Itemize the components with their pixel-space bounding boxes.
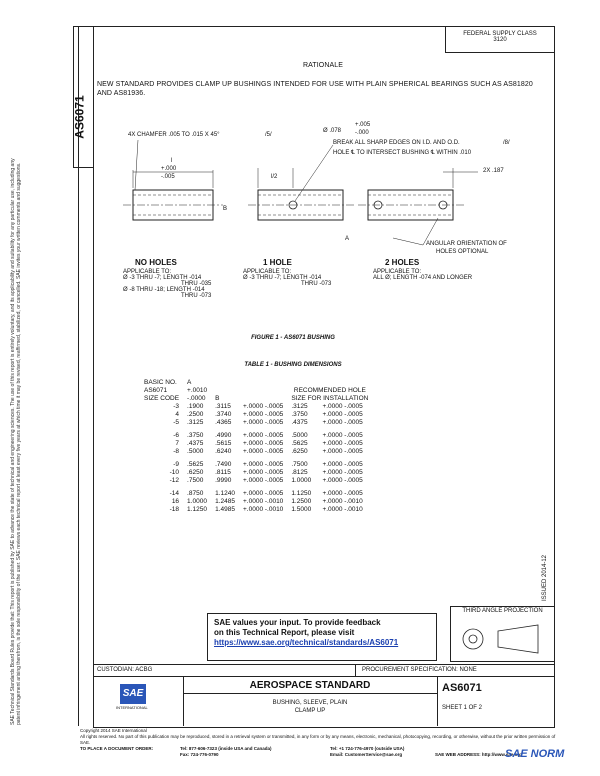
table-cell: 4 (175, 410, 180, 418)
col-head: B (215, 394, 220, 402)
table-cell: .6240 (215, 447, 232, 455)
table-cell: .3125 (291, 402, 308, 410)
dims-table (140, 378, 372, 513)
table-cell: .5625 (187, 460, 204, 468)
table-cell: +.0000 -.0005 (243, 476, 284, 484)
table-row (140, 489, 372, 497)
col-head: -.0000 (187, 394, 206, 402)
table-cell: +.0000 -.0005 (322, 418, 363, 426)
view-applicable: APPLICABLE TO: (243, 269, 292, 275)
table-cell: +.0000 -.0010 (243, 497, 284, 505)
table-cell: .2500 (187, 410, 204, 418)
table-cell: .6250 (187, 468, 204, 476)
vertical-doc-id: AS6071 (72, 95, 87, 139)
footer-web[interactable]: SAE WEB ADDRESS: http://www.sae.org (435, 752, 522, 757)
figure-drawing (93, 110, 553, 340)
table-cell: .4375 (187, 439, 204, 447)
dim-l2: l/2 (271, 174, 278, 180)
table-cell: +.0000 -.0005 (322, 476, 363, 484)
table-cell: +.0000 -.0005 (322, 402, 363, 410)
hole-dia: Ø .078 (323, 128, 342, 134)
table-cell: .8750 (187, 489, 204, 497)
bushing-svg (93, 110, 553, 340)
view-applicable: APPLICABLE TO: (373, 269, 422, 275)
third-angle-box (450, 606, 555, 662)
supply-class-box (445, 26, 554, 53)
bushing-two-holes (358, 168, 478, 245)
table-cell: +.0000 -.0005 (243, 447, 284, 455)
table-cell: +.0000 -.0005 (322, 447, 363, 455)
feedback-line-2: on this Technical Report, please visit (214, 628, 355, 637)
view-line: Ø -8 THRU -18; LENGTH -014 (123, 287, 205, 293)
projection-symbol-icon (453, 617, 553, 657)
footer-rights: All rights reserved. No part of this publication may be reproduced, stored in a retrieval system or transmitted, in any form or by any means, electronic, mechanical, photocopying, recording, or otherwise, without the prior written permission of SAE. (80, 734, 556, 745)
table-cell: +.0000 -.0005 (322, 410, 363, 418)
legal-text: SAE Technical Standards Board Rules provide that: This report is published by SAE to advance the state of technical and engineering sciences. The use of this report is entirely voluntary, and its applicability and suitability for any particular use, including any patent infringement arising therefrom, is the sole responsibility of the user. SAE reviews each technical report at least every five years at which time it may be revised, reaffirmed, stabilized, or cancelled. SAE invites your written comments and suggestions. (10, 158, 22, 725)
table-head-row (140, 386, 372, 394)
table-cell: -5 (173, 418, 180, 426)
table-cell: 7 (175, 439, 180, 447)
view-one-hole (243, 258, 331, 287)
table-body (140, 402, 372, 513)
table-cell: +.0000 -.0005 (243, 431, 284, 439)
dim-a: A (345, 236, 350, 242)
table-title: TABLE 1 - BUSHING DIMENSIONS (244, 362, 342, 368)
table-cell: +.0000 -.0005 (322, 468, 363, 476)
table-cell: +.0000 -.0010 (322, 505, 363, 513)
table-row (140, 460, 372, 468)
footer (80, 728, 560, 760)
table-cell: 1.2500 (291, 497, 312, 505)
col-head: AS6071 (144, 386, 168, 394)
table-cell: .1900 (187, 402, 204, 410)
table-cell: +.0000 -.0005 (322, 460, 363, 468)
doc-number: AS6071 (442, 682, 482, 694)
hole-tol-minus: -.000 (355, 130, 369, 136)
table-cell: 1.0000 (187, 497, 207, 505)
dim-l-plus: +.000 (161, 166, 177, 172)
table-cell: .8115 (215, 468, 231, 476)
view-line: Ø -3 THRU -7; LENGTH -014 (243, 275, 322, 281)
table-cell: .4990 (215, 431, 232, 439)
procurement: PROCUREMENT SPECIFICATION: NONE (362, 667, 477, 673)
table-cell: 16 (171, 497, 180, 505)
footer-email: Email: CustomerService@sae.org (330, 752, 403, 757)
table-row (140, 447, 372, 455)
table-cell: +.0000 -.0005 (322, 439, 363, 447)
table-cell: +.0000 -.0005 (243, 460, 284, 468)
view-two-holes (373, 258, 472, 281)
figure-caption: FIGURE 1 - AS6071 BUSHING (251, 335, 335, 341)
part-name-1: BUSHING, SLEEVE, PLAIN (272, 700, 348, 706)
table-cell: .3740 (215, 410, 232, 418)
view-applicable: APPLICABLE TO: (123, 269, 172, 275)
table-cell: .5625 (291, 439, 308, 447)
watermark: SAE NORM (505, 748, 565, 760)
table-row (140, 410, 372, 418)
table-cell: .4365 (215, 418, 232, 426)
table-cell: +.0000 -.0010 (243, 505, 284, 513)
title-block-mid (93, 676, 554, 677)
hole-tol-plus: +.005 (355, 122, 371, 128)
dim-l-minus: -.005 (161, 174, 175, 180)
table-row (140, 418, 372, 426)
table-head-row (140, 394, 372, 402)
rationale-title: RATIONALE (302, 62, 344, 69)
edge-note: BREAK ALL SHARP EDGES ON I.D. AND O.D. (333, 140, 460, 146)
col-head: SIZE FOR INSTALLATION (291, 394, 369, 402)
footer-tel-2: Tel: +1 724-776-4970 (outside USA) (330, 746, 405, 751)
table-cell: -12 (169, 476, 180, 484)
bushing-one-hole (248, 145, 355, 220)
table-cell: -3 (173, 402, 180, 410)
table-cell: -10 (169, 468, 180, 476)
table-cell: .5615 (215, 439, 232, 447)
table-cell: +.0000 -.0010 (322, 497, 363, 505)
footer-fax: Fax: 724-776-0790 (180, 752, 219, 757)
table-cell: .3750 (187, 431, 204, 439)
table-cell: .6250 (291, 447, 308, 455)
feedback-line-1: SAE values your input. To provide feedback (214, 618, 381, 627)
sae-logo: SAE (120, 684, 146, 704)
table-cell: .3125 (187, 418, 204, 426)
part-name-2: CLAMP UP (294, 708, 326, 714)
view-title: NO HOLES (135, 258, 177, 267)
col-head: SIZE CODE (144, 394, 180, 402)
view-line: ALL Ø; LENGTH -074 AND LONGER (373, 275, 473, 281)
third-angle-label: THIRD ANGLE PROJECTION (462, 608, 543, 614)
hole-note: HOLE ℄ TO INTERSECT BUSHING ℄ WITHIN .010 (333, 150, 472, 156)
table-cell: +.0000 -.0005 (243, 410, 284, 418)
table-cell: -14 (169, 489, 180, 497)
view-line: THRU -035 (181, 281, 212, 287)
dim-l: l (171, 158, 173, 164)
table-cell: .8125 (291, 468, 308, 476)
col-head: RECOMMENDED HOLE (293, 386, 366, 394)
table-row (140, 497, 372, 505)
table-cell: 1.1250 (291, 489, 312, 497)
title-block-divider (355, 664, 356, 676)
title-block-top (93, 664, 554, 665)
feedback-link[interactable]: https://www.sae.org/technical/standards/AS6071 (214, 638, 399, 647)
footer-copyright: Copyright 2014 SAE International (80, 728, 147, 733)
table-cell: 1.2485 (215, 497, 235, 505)
chamfer-note: 4X CHAMFER .005 TO .015 X 45° (128, 132, 220, 138)
sheet-number: SHEET 1 OF 2 (442, 705, 482, 711)
table-cell: .5000 (187, 447, 204, 455)
view-title: 2 HOLES (385, 258, 420, 267)
bushing-no-holes (123, 140, 223, 220)
table-cell: .3750 (291, 410, 308, 418)
table-cell: .7490 (215, 460, 232, 468)
table-row (140, 402, 372, 410)
table-row (140, 468, 372, 476)
table-cell: -6 (173, 431, 180, 439)
sae-logo-sub: INTERNATIONAL (116, 705, 148, 710)
dim-b: B (223, 206, 228, 212)
custodian: CUSTODIAN: ACBG (97, 667, 153, 673)
table-cell: 1.5000 (291, 505, 312, 513)
table-cell: .7500 (291, 460, 308, 468)
col-head: BASIC NO. (144, 378, 177, 386)
table-cell: 1.0000 (291, 476, 312, 484)
col-head: A (187, 378, 192, 386)
footer-order: TO PLACE A DOCUMENT ORDER: (80, 746, 154, 751)
dimensions-table (140, 378, 372, 513)
table-cell: -8 (173, 447, 180, 455)
view-no-holes (123, 258, 211, 299)
table-cell: -9 (173, 460, 180, 468)
table-cell: .7500 (187, 476, 204, 484)
table-cell: 1.1250 (187, 505, 207, 513)
col-head: +.0010 (187, 386, 208, 394)
angular-note-2: HOLES OPTIONAL (436, 249, 489, 255)
supply-class-label: FEDERAL SUPPLY CLASS (463, 31, 537, 37)
table-row (140, 439, 372, 447)
table-cell: +.0000 -.0005 (322, 489, 363, 497)
title-block-divider (437, 676, 438, 726)
view-line: Ø -3 THRU -7; LENGTH -014 (123, 275, 202, 281)
title-block-divider (183, 693, 437, 694)
table-cell: 1.4985 (215, 505, 235, 513)
feedback-box (207, 613, 437, 661)
chamfer-ref: /5/ (265, 132, 272, 138)
table-cell: +.0000 -.0005 (243, 402, 284, 410)
table-row (140, 476, 372, 484)
standard-title: AEROSPACE STANDARD (249, 680, 371, 691)
supply-class-value: 3120 (493, 37, 507, 43)
view-line: THRU -073 (301, 281, 332, 287)
table-cell: +.0000 -.0005 (243, 468, 284, 476)
rationale-text: NEW STANDARD PROVIDES CLAMP UP BUSHINGS INTENDED FOR USE WITH PLAIN SPHERICAL BEARINGS SUCH AS AS81820 AND AS81936. (97, 81, 533, 97)
table-cell: +.0000 -.0005 (243, 418, 284, 426)
table-cell: +.0000 -.0005 (243, 439, 284, 447)
edge-ref: /8/ (503, 140, 510, 146)
table-cell: +.0000 -.0005 (243, 489, 284, 497)
footer-tel-1: Tel: 877-606-7323 (inside USA and Canada) (180, 746, 272, 751)
issued-date: ISSUED 2014-12 (542, 554, 549, 602)
table-cell: .3115 (215, 402, 231, 410)
table-cell: -18 (169, 505, 180, 513)
angular-note-1: ANGULAR ORIENTATION OF (426, 241, 507, 247)
table-cell: 1.1240 (215, 489, 235, 497)
table-cell: .4375 (291, 418, 308, 426)
table-cell: .9990 (215, 476, 232, 484)
table-cell: .5000 (291, 431, 308, 439)
table-row (140, 505, 372, 513)
legal-sidebar (10, 155, 26, 725)
view-line: THRU -073 (181, 293, 212, 299)
dim-2x: 2X .187 (483, 168, 504, 174)
table-row (140, 431, 372, 439)
table-cell: +.0000 -.0005 (322, 431, 363, 439)
view-title: 1 HOLE (263, 258, 292, 267)
table-head-row (140, 378, 372, 386)
